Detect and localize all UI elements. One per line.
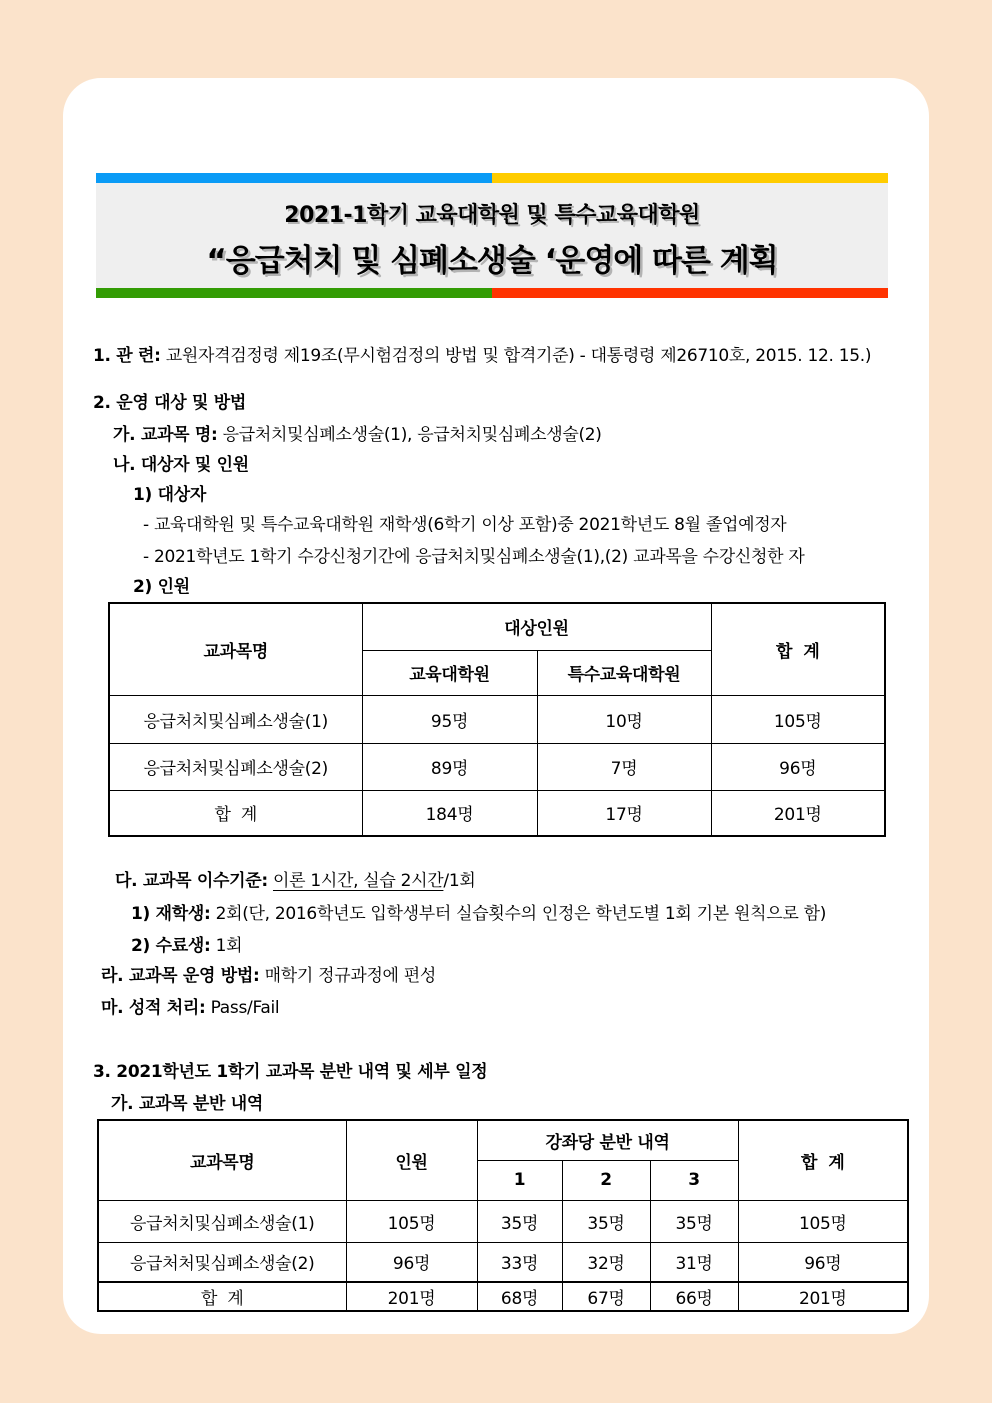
division-header-count: 인원 [346,1120,477,1200]
division-cell-count: 105명 [346,1200,477,1242]
division-cell-subject: 합 계 [98,1282,346,1311]
enroll-cell-subject: 응급처치및심폐소생술(1) [109,695,362,743]
table-header-row [98,1120,908,1160]
enroll-cell-special: 17명 [537,790,711,836]
division-cell-d3: 66명 [650,1282,738,1311]
division-cell-d2: 67명 [562,1282,650,1311]
division-cell-d1: 33명 [477,1242,562,1282]
schedule-sub-heading: 가. 교과목 분반 내역 [111,1094,263,1114]
enroll-header-special: 특수교육대학원 [537,650,711,695]
target-heading: 나. 대상자 및 인원 [113,455,249,475]
division-header-total: 합 계 [738,1120,908,1200]
division-cell-d1: 68명 [477,1282,562,1311]
table-row [98,1200,908,1242]
banner-top-bar [96,173,888,183]
completion-line [93,866,899,896]
division-header-2: 2 [562,1160,650,1200]
grade-label: 마. 성적 처리: [101,998,206,1018]
related-label: 1. 관 련: [93,346,161,366]
enroll-cell-grad: 184명 [362,790,537,836]
enroll-cell-subject: 응급처처및심폐소생술(2) [109,743,362,790]
table-row [98,1242,908,1282]
division-cell-count: 96명 [346,1242,477,1282]
division-cell-d1: 35명 [477,1200,562,1242]
target-sub-heading: 1) 대상자 [133,485,206,505]
method-text: 매학기 정규과정에 편성 [259,966,437,986]
division-header-3: 3 [650,1160,738,1200]
enroll-header-total: 합 계 [711,603,885,695]
grade-line [93,993,899,1023]
completion-label: 다. 교과목 이수기준: [115,871,268,891]
division-table [97,1119,909,1312]
division-header-1: 1 [477,1160,562,1200]
subject-line [93,420,899,450]
division-cell-d2: 35명 [562,1200,650,1242]
document-card [63,78,929,1334]
banner-bottom-bar [96,288,888,298]
method-line [93,961,899,991]
division-cell-total: 201명 [738,1282,908,1311]
completion-sub1-label: 1) 재학생: [131,904,211,924]
table-row [109,743,885,790]
enroll-cell-total: 105명 [711,695,885,743]
completion-underlined: 이론 1시간, 실습 2시간 [272,871,444,891]
banner-bottom-bar-left [96,288,492,298]
completion-sub2-label: 2) 수료생: [131,936,211,956]
related-text: 교원자격검정령 제19조(무시험검정의 방법 및 합격기준) - 대통령령 제26710호, 2015. 12. 15.) [160,346,872,366]
table-total-row [109,790,885,836]
enrollment-table [108,602,886,837]
division-cell-count: 201명 [346,1282,477,1311]
count-heading: 2) 인원 [133,577,190,597]
division-cell-subject: 응급처처및심폐소생술(2) [98,1242,346,1282]
banner-bottom-bar-right [492,288,888,298]
target-line-1: - 교육대학원 및 특수교육대학원 재학생(6학기 이상 포함)중 2021학년도 8월 졸업예정자 [143,515,787,535]
subject-label: 가. 교과목 명: [113,425,218,445]
target-line-2: - 2021학년도 1학기 수강신청기간에 응급처치및심폐소생술(1),(2) 교과목을 수강신청한 자 [143,547,805,567]
enroll-cell-total: 96명 [711,743,885,790]
banner-top-bar-left [96,173,492,183]
enroll-cell-grad: 89명 [362,743,537,790]
division-cell-d3: 35명 [650,1200,738,1242]
division-cell-total: 105명 [738,1200,908,1242]
division-cell-total: 96명 [738,1242,908,1282]
completion-sub2 [93,931,899,961]
table-row [109,695,885,743]
related-line [93,341,899,371]
enroll-cell-special: 7명 [537,743,711,790]
division-cell-d3: 31명 [650,1242,738,1282]
enroll-header-subject: 교과목명 [109,603,362,695]
division-header-subject: 교과목명 [98,1120,346,1200]
completion-tail: /1회 [443,871,476,891]
completion-sub1 [93,899,899,929]
banner-body [96,183,888,288]
enroll-header-grad: 교육대학원 [362,650,537,695]
operation-heading: 2. 운영 대상 및 방법 [93,393,247,413]
division-cell-d2: 32명 [562,1242,650,1282]
division-cell-subject: 응급처치및심폐소생술(1) [98,1200,346,1242]
subject-text: 응급처치및심폐소생술(1), 응급처치및심폐소생술(2) [217,425,602,445]
banner-title-line2: “응급처치 및 심폐소생술 ‘운영에 따른 계획 [206,243,778,279]
enroll-cell-total: 201명 [711,790,885,836]
table-total-row [98,1282,908,1311]
enroll-cell-subject: 합 계 [109,790,362,836]
completion-sub1-text: 2회(단, 2016학년도 입학생부터 실습횟수의 인정은 학년도별 1회 기본 원칙으로 함) [210,904,827,924]
division-header-group: 강좌당 분반 내역 [477,1120,738,1160]
enroll-cell-grad: 95명 [362,695,537,743]
enroll-cell-special: 10명 [537,695,711,743]
method-label: 라. 교과목 운영 방법: [101,966,260,986]
table-header-row [109,603,885,650]
banner-title-line1: 2021-1학기 교육대학원 및 특수교육대학원 [284,203,700,228]
completion-sub2-text: 1회 [210,936,243,956]
title-banner [96,173,888,298]
enroll-header-target-group: 대상인원 [362,603,711,650]
schedule-heading: 3. 2021학년도 1학기 교과목 분반 내역 및 세부 일정 [93,1062,488,1082]
document-body [63,341,929,1312]
grade-text: Pass/Fail [205,998,280,1018]
banner-top-bar-right [492,173,888,183]
